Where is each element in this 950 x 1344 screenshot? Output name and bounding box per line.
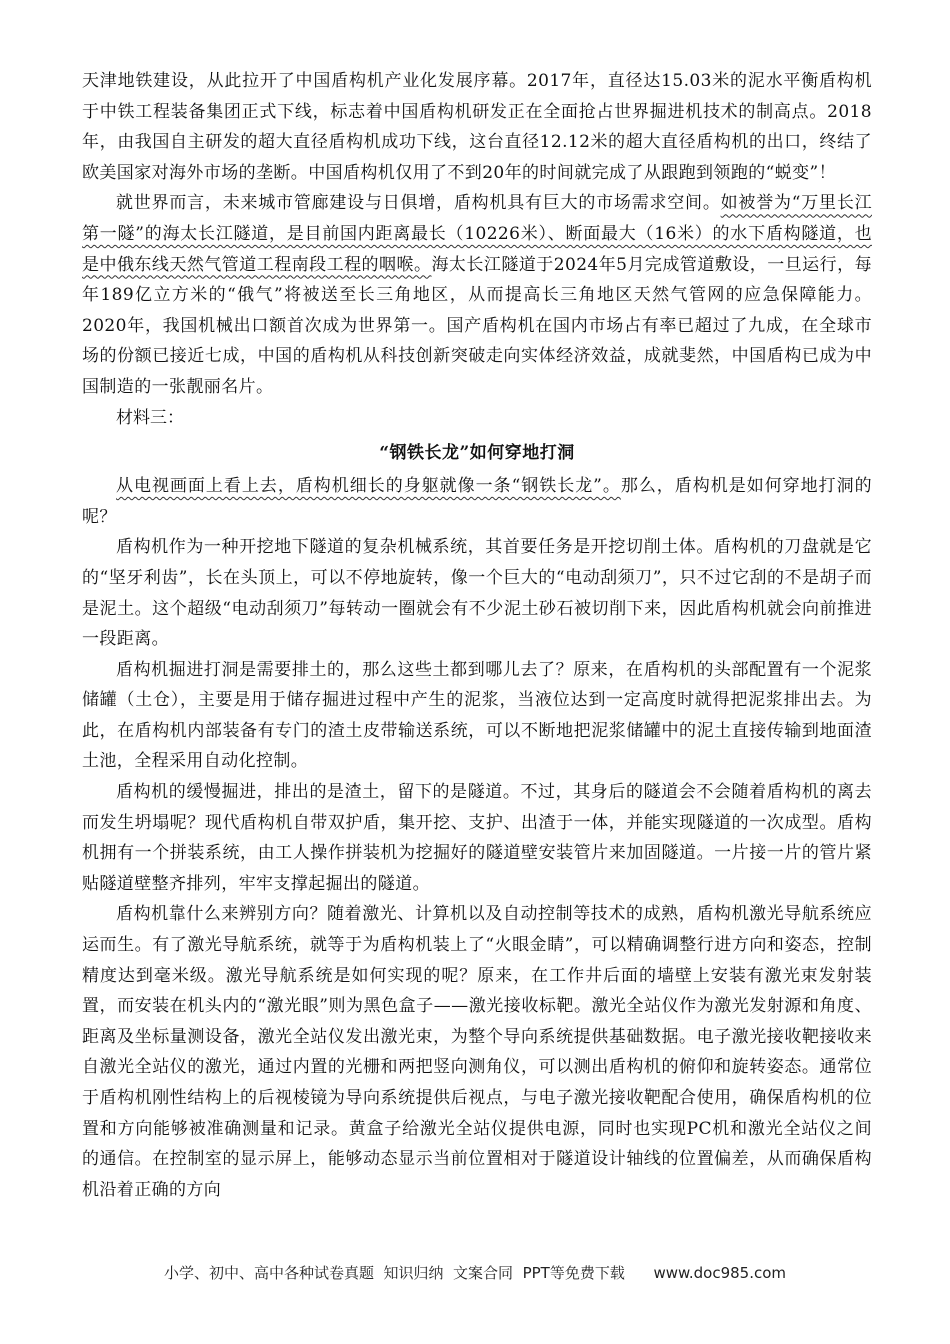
document-body	[82, 66, 872, 1205]
paragraph-7: 盾构机靠什么来辨别方向？随着激光、计算机以及自动控制等技术的成熟，盾构机激光导航系统应运而生。有了激光导航系统，就等于为盾构机装上了“火眼金睛”，可以精确调整行进方向和姿态，控制精度达到毫米级。激光导航系统是如何实现的呢？原来，在工作井后面的墙壁上安装有激光束发射装置，而安装在机头内的“激光眼”则为黑色盒子——激光接收标靶。激光全站仪作为激光发射源和角度、距离及坐标量测设备，激光全站仪发出激光束，为整个导向系统提供基础数据。电子激光接收靶接收来自激光全站仪的激光，通过内置的光栅和两把竖向测角仪，可以测出盾构机的俯仰和旋转姿态。通常位于盾构机刚性结构上的后视棱镜为导向系统提供后视点，与电子激光接收靶配合使用，确保盾构机的位置和方向能够被准确测量和记录。黄盒子给激光全站仪提供电源，同时也实现PC机和激光全站仪之间的通信。在控制室的显示屏上，能够动态显示当前位置相对于隧道设计轴线的位置偏差，从而确保盾构机沿着正确的方向	[82, 904, 872, 1200]
paragraph-4: 盾构机作为一种开挖地下隧道的复杂机械系统，其首要任务是开挖切削土体。盾构机的刀盘就是它的“坚牙利齿”，长在头顶上，可以不停地旋转，像一个巨大的“电动刮须刀”，只不过它刮的不是胡子而是泥土。这个超级“电动刮须刀”每转动一圈就会有不少泥土砂石被切削下来，因此盾构机就会向前推进一段距离。	[82, 537, 872, 650]
paragraph-3-text: 那么，盾构机是如何穿地打洞的呢？	[82, 476, 872, 527]
paragraph-2-text-b: 海太长江隧道于2024年5月完成管道敷设，一旦运行，每年189亿立方米的“俄气”将被送至长三角地区，从而提高长三角地区天然气管网的应急保障能力。2020年，我国机械出口额首次成为世界第一。国产盾构机在国内市场占有率已超过了九成，在全球市场的份额已接近七成，中国的盾构机从科技创新突破走向实体经济效益，成就斐然，中国盾构已成为中国制造的一张靓丽名片。	[82, 254, 872, 397]
paragraph-2-text-a: 就世界而言，未来城市管廊建设与日俱增，盾构机具有巨大的市场需求空间。	[116, 193, 721, 214]
footer-url[interactable]: www.doc985.com	[653, 1264, 787, 1282]
paragraph-3	[82, 471, 872, 532]
footer-text: 小学、初中、高中各种试卷真题 知识归纳 文案合同 PPT等免费下载	[163, 1264, 625, 1282]
paragraph-1: 天津地铁建设，从此拉开了中国盾构机产业化发展序幕。2017年，直径达15.03米的泥水平衡盾构机于中铁工程装备集团正式下线，标志着中国盾构机研发正在全面抢占世界掘进机技术的制高点。2018年，由我国自主研发的超大直径盾构机成功下线，这台直径12.12米的超大直径盾构机的出口，终结了欧美国家对海外市场的垄断。中国盾构机仅用了不到20年的时间就完成了从跟跑到领跑的“蜕变”！	[82, 71, 872, 183]
paragraph-2	[82, 188, 872, 402]
material-label: 材料三：	[116, 407, 184, 428]
page-footer	[0, 1262, 950, 1283]
paragraph-5: 盾构机掘进打洞是需要排土的，那么这些土都到哪儿去了？原来，在盾构机的头部配置有一个泥浆储罐（土仓），主要是用于储存掘进过程中产生的泥浆，当液位达到一定高度时就得把泥浆排出去。为此，在盾构机内部装备有专门的渣土皮带输送系统，可以不断地把泥浆储罐中的泥土直接传输到地面渣土池，全程采用自动化控制。	[82, 659, 872, 772]
paragraph-6: 盾构机的缓慢掘进，排出的是渣土，留下的是隧道。不过，其身后的隧道会不会随着盾构机的离去而发生坍塌呢？现代盾构机自带双护盾，集开挖、支护、出渣于一体，并能实现隧道的一次成型。盾构机拥有一个拼装系统，由工人操作拼装机为挖掘好的隧道壁安装管片来加固隧道。一片接一片的管片紧贴隧道壁整齐排列，牢牢支撑起掘出的隧道。	[82, 782, 872, 894]
paragraph-2-underlined: 如被誉为“万里长江第一隧”的海太长江隧道，是目前国内距离最长（10226米）、断面最大（16米）的水下盾构隧道，也是中俄东线天然气管道工程南段工程的咽喉。	[82, 193, 872, 275]
section-title: “钢铁长龙”如何穿地打洞	[379, 443, 575, 464]
paragraph-3-underlined: 从电视画面上看上去，盾构机细长的身躯就像一条“钢铁长龙”。	[116, 476, 621, 497]
